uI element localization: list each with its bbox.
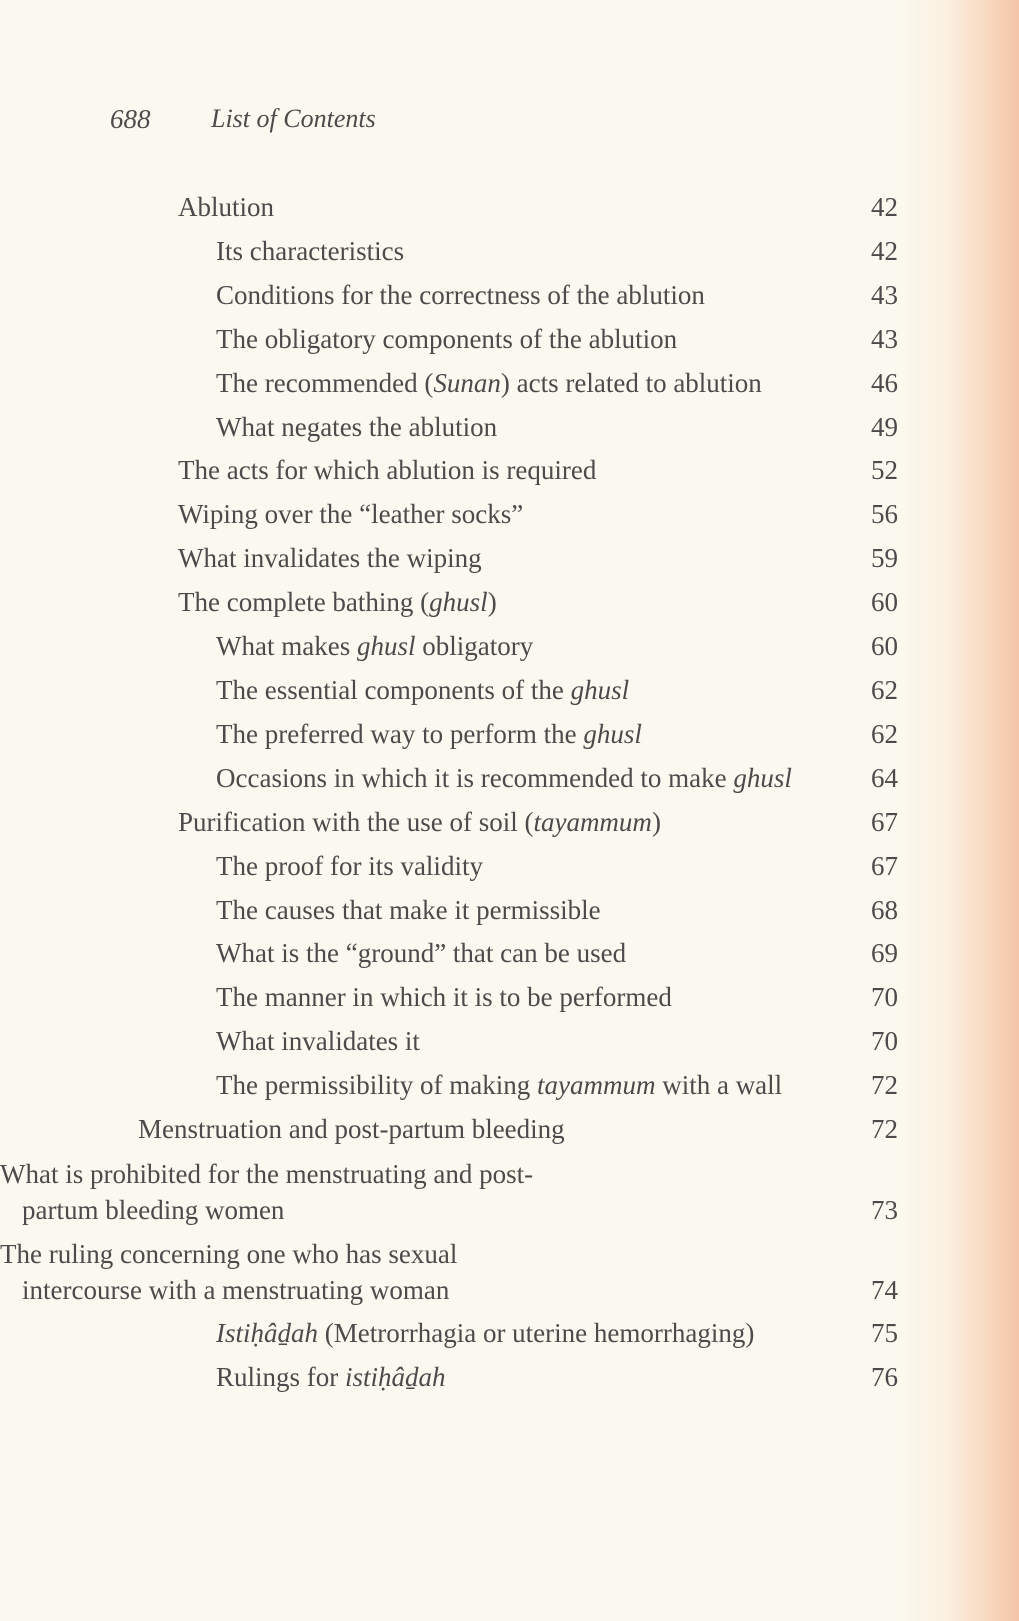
title-text: The obligatory components of the ablution <box>216 323 678 354</box>
title-text: ) acts related to ablution <box>500 367 762 398</box>
italic-term: Sunan <box>433 367 501 398</box>
toc-entry <box>0 801 1019 845</box>
toc-entry-title <box>216 274 705 318</box>
toc-entry-title <box>216 932 626 976</box>
toc-entry-title <box>216 362 762 406</box>
toc-page-number: 59 <box>871 543 898 574</box>
toc-page-number: 62 <box>871 718 898 749</box>
toc-entry-title <box>216 757 792 801</box>
title-text: The proof for its validity <box>216 850 483 881</box>
title-text: Conditions for the correctness of the ablution <box>216 279 705 310</box>
toc-entry-title <box>216 230 404 274</box>
toc-entry <box>0 932 1019 976</box>
toc-entry-title <box>216 845 483 889</box>
running-header-title: List of Contents <box>211 104 376 133</box>
table-of-contents <box>0 186 1019 1400</box>
toc-entry <box>0 318 1019 362</box>
toc-page-number: 72 <box>871 1070 898 1101</box>
toc-page-number: 76 <box>871 1361 898 1392</box>
page-number: 688 <box>110 104 151 134</box>
toc-page-number: 74 <box>871 1274 898 1305</box>
title-text: ) <box>487 587 497 618</box>
toc-page-number: 60 <box>871 631 898 662</box>
toc-entry <box>0 889 1019 933</box>
toc-entry-title <box>216 889 601 933</box>
title-text: obligatory <box>415 631 534 662</box>
toc-entry-title <box>216 406 497 450</box>
title-text: What is prohibited for the menstruating and post-partum bleeding women <box>0 1158 534 1225</box>
toc-page-number: 68 <box>871 894 898 925</box>
toc-entry <box>0 845 1019 889</box>
title-text: Ablution <box>178 192 275 222</box>
toc-page-number: 49 <box>871 411 898 442</box>
title-text: Menstruation and post-partum bleeding <box>138 1114 565 1145</box>
toc-entry <box>0 1356 1019 1400</box>
title-text: Its characteristics <box>216 235 405 266</box>
italic-term: istiḥâḏah <box>345 1361 446 1392</box>
toc-entry-title <box>216 1064 782 1108</box>
title-text: The manner in which it is to be performed <box>216 982 672 1013</box>
title-text: with a wall <box>655 1070 783 1101</box>
toc-entry-title <box>216 625 533 669</box>
title-text: Wiping over the “leather socks” <box>178 499 524 530</box>
toc-entry-title <box>216 1356 446 1400</box>
italic-term: Istiḥâḏah <box>216 1317 319 1348</box>
toc-entry-title <box>178 186 274 230</box>
title-text: What invalidates it <box>216 1026 420 1057</box>
toc-page-number: 43 <box>871 323 898 354</box>
toc-entry-title <box>0 1236 562 1308</box>
title-text: The permissibility of making <box>216 1070 537 1101</box>
title-text: The recommended ( <box>216 367 434 398</box>
toc-page-number: 52 <box>871 455 898 486</box>
italic-term: ghusl <box>733 762 792 793</box>
toc-entry-title <box>216 669 629 713</box>
toc-entry <box>0 449 1019 493</box>
toc-page-number: 43 <box>871 279 898 310</box>
italic-term: ghusl <box>356 631 416 662</box>
toc-entry <box>0 274 1019 318</box>
italic-term: ghusl <box>429 587 488 618</box>
toc-page-number: 67 <box>871 850 898 881</box>
toc-entry <box>0 493 1019 537</box>
toc-entry <box>0 362 1019 406</box>
toc-entry-title <box>178 801 661 845</box>
toc-page-number: 73 <box>871 1194 898 1225</box>
toc-entry <box>0 581 1019 625</box>
toc-entry-title <box>178 537 482 581</box>
toc-entry <box>0 230 1019 274</box>
title-text: Rulings for <box>216 1361 346 1392</box>
toc-entry-title <box>216 976 672 1020</box>
title-text: The complete bathing ( <box>178 587 430 618</box>
toc-entry-title <box>216 1020 420 1064</box>
title-text: ) <box>651 806 661 837</box>
toc-entry <box>0 1312 1019 1356</box>
italic-term: ghusl <box>570 674 630 705</box>
toc-page-number: 70 <box>871 1026 898 1057</box>
toc-page-number: 46 <box>871 367 898 398</box>
toc-page-number: 62 <box>871 674 898 705</box>
toc-entry <box>0 186 1019 230</box>
title-text: Purification with the use of soil ( <box>178 806 534 837</box>
toc-entry <box>0 406 1019 450</box>
toc-page-number: 72 <box>871 1114 898 1145</box>
toc-entry <box>0 537 1019 581</box>
toc-page-number: 60 <box>871 587 898 618</box>
toc-entry-title <box>178 449 596 493</box>
italic-term: tayammum <box>533 806 652 837</box>
toc-page-number: 70 <box>871 982 898 1013</box>
title-text: The essential components of the <box>216 674 571 705</box>
toc-entry-title <box>0 1156 582 1228</box>
toc-entry-title <box>216 713 642 757</box>
toc-entry-title <box>216 1312 754 1356</box>
toc-entry <box>0 757 1019 801</box>
title-text: What makes <box>216 631 357 662</box>
title-text: (Metrorrhagia or uterine hemorrhaging) <box>318 1317 755 1348</box>
title-text: What is the “ground” that can be used <box>216 938 627 969</box>
toc-page-number: 42 <box>871 235 898 266</box>
toc-entry-title <box>216 318 677 362</box>
toc-page-number: 42 <box>871 192 898 222</box>
title-text: Occasions in which it is recommended to make <box>216 762 734 793</box>
italic-term: ghusl <box>583 718 642 749</box>
toc-entry <box>0 1020 1019 1064</box>
title-text: The causes that make it permissible <box>216 894 601 925</box>
toc-entry-title <box>138 1108 565 1152</box>
italic-term: tayammum <box>536 1070 656 1101</box>
toc-page-number: 69 <box>871 938 898 969</box>
toc-entry <box>0 1064 1019 1108</box>
toc-page-number: 56 <box>871 499 898 530</box>
toc-entry <box>0 976 1019 1020</box>
title-text: The ruling concerning one who has sexual intercourse with a menstruating woman <box>0 1238 458 1305</box>
toc-page-number: 64 <box>871 762 898 793</box>
toc-entry <box>0 1108 1019 1152</box>
toc-entry-title <box>178 493 523 537</box>
toc-entry <box>0 1232 1019 1312</box>
toc-page-number: 67 <box>871 806 898 837</box>
toc-entry <box>0 669 1019 713</box>
toc-entry-title <box>178 581 497 625</box>
title-text: The acts for which ablution is required <box>178 455 597 486</box>
toc-entry <box>0 1152 1019 1232</box>
toc-entry <box>0 713 1019 757</box>
toc-page-number: 75 <box>871 1317 898 1348</box>
title-text: The preferred way to perform the <box>216 718 584 749</box>
toc-entry <box>0 625 1019 669</box>
title-text: What negates the ablution <box>216 411 498 442</box>
title-text: What invalidates the wiping <box>178 543 482 574</box>
